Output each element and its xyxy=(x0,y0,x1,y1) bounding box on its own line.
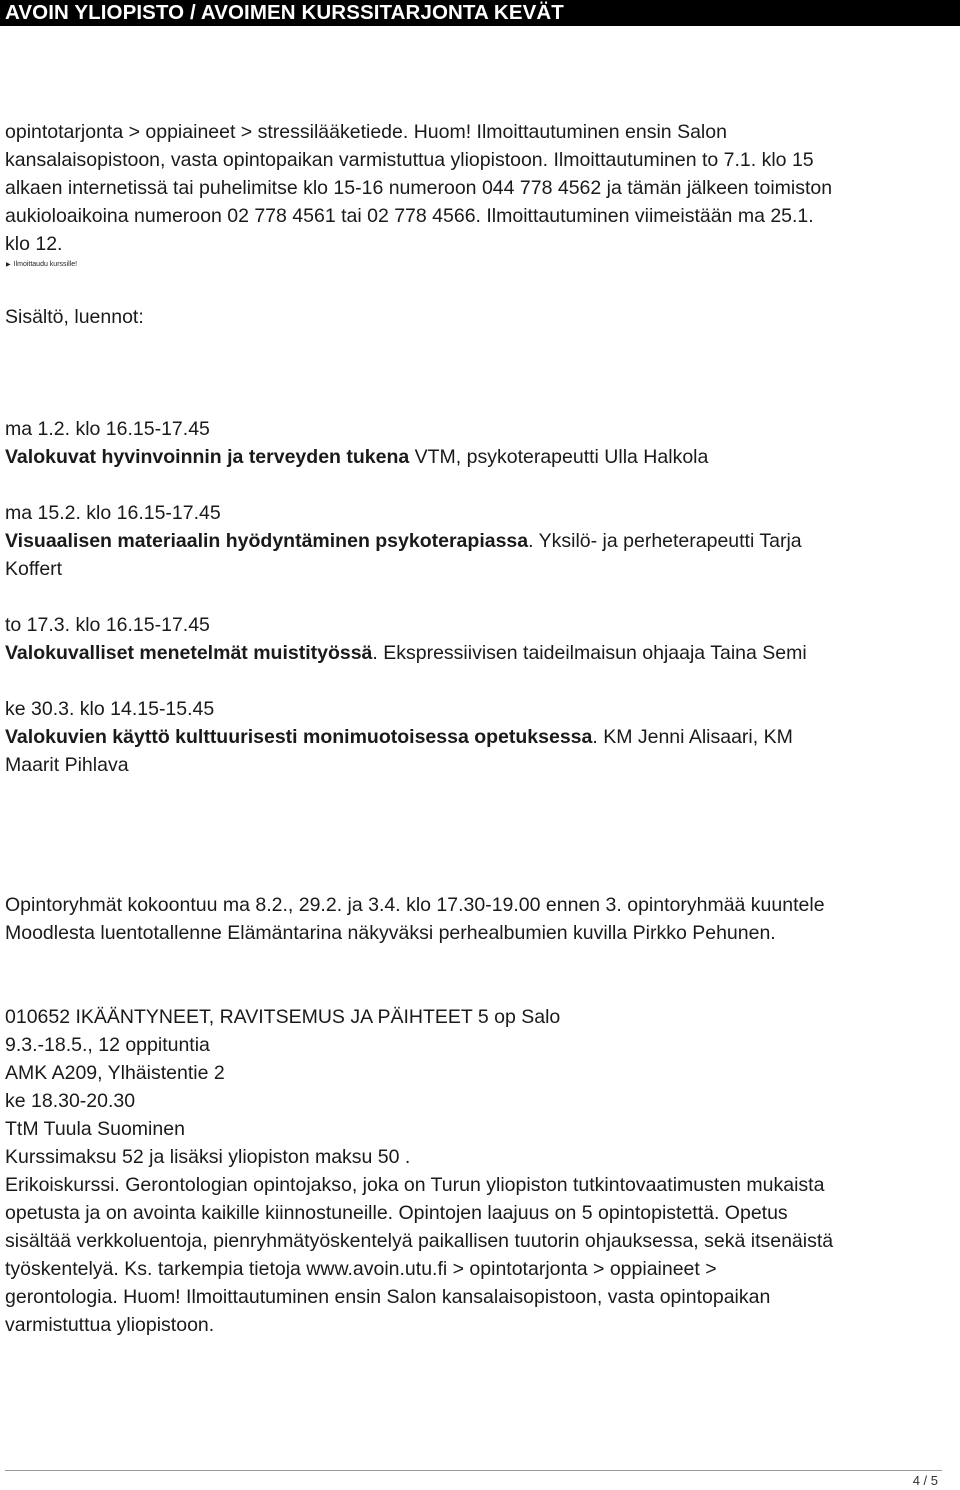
lecture-item xyxy=(5,499,950,583)
lecture-speaker-cont: Koffert xyxy=(5,558,63,580)
intro-line: aukioloaikoina numeroon 02 778 4561 tai 02 778 4566. Ilmoittautuminen viimeistään ma 25.1. xyxy=(5,205,814,227)
lecture-title: Valokuvien käyttö kulttuurisesti monimuotoisessa opetuksessa xyxy=(5,726,593,748)
course-room: AMK A209, Ylhäistentie 2 xyxy=(5,1062,225,1084)
header-bar xyxy=(0,0,960,26)
course-description: gerontologia. Huom! Ilmoittautuminen ensin Salon kansalaisopistoon, vasta opintopaikan xyxy=(5,1286,771,1308)
course-description: opetusta ja on avointa kaikille kiinnostuneille. Opintojen laajuus on 5 opintopistettä. Opetus xyxy=(5,1202,788,1224)
intro-line: klo 12. xyxy=(5,233,63,255)
course-fee: Kurssimaksu 52 ja lisäksi yliopiston maksu 50 . xyxy=(5,1146,411,1168)
document-header-title: AVOIN YLIOPISTO / AVOIMEN KURSSITARJONTA KEVÄT xyxy=(5,1,564,24)
section-heading: Sisältö, luennot: xyxy=(5,306,144,328)
register-link-label: Ilmoittaudu kurssille! xyxy=(13,261,78,268)
lecture-date: ma 15.2. klo 16.15-17.45 xyxy=(5,502,221,524)
lecture-speaker-cont: Maarit Pihlava xyxy=(5,754,129,776)
lecture-speaker: . KM Jenni Alisaari, KM xyxy=(592,726,793,748)
lecture-date: ma 1.2. klo 16.15-17.45 xyxy=(5,418,210,440)
register-link[interactable] xyxy=(6,260,950,270)
lecture-title: Valokuvat hyvinvoinnin ja terveyden tukena xyxy=(5,446,410,468)
course-dates: 9.3.-18.5., 12 oppituntia xyxy=(5,1034,210,1056)
play-triangle-icon: ▶ xyxy=(6,262,11,268)
intro-line: alkaen internetissä tai puhelimitse klo 15-16 numeroon 044 778 4562 ja tämän jälkeen toimiston xyxy=(5,177,833,199)
lecture-item xyxy=(5,415,950,471)
lecture-title: Valokuvalliset menetelmät muistityössä xyxy=(5,642,373,664)
intro-line: kansalaisopistoon, vasta opintopaikan varmistuttua yliopistoon. Ilmoittautuminen to 7.1. klo 15 xyxy=(5,149,814,171)
intro-line: opintotarjonta > oppiaineet > stressilääketiede. Huom! Ilmoittautuminen ensin Salon xyxy=(5,121,727,143)
course-description: varmistuttua yliopistoon. xyxy=(5,1314,215,1336)
group-note-line: Opintoryhmät kokoontuu ma 8.2., 29.2. ja 3.4. klo 17.30-19.00 ennen 3. opintoryhmää kuuntele xyxy=(5,894,825,916)
lecture-date: ke 30.3. klo 14.15-15.45 xyxy=(5,698,215,720)
lecture-speaker: . Yksilö- ja perheterapeutti Tarja xyxy=(528,530,802,552)
course-block xyxy=(5,1003,950,1339)
course-description: työskentelyä. Ks. tarkempia tietoja www.avoin.utu.fi > opintotarjonta > oppiaineet > xyxy=(5,1258,717,1280)
course-description: Erikoiskurssi. Gerontologian opintojakso, joka on Turun yliopiston tutkintovaatimusten mukaista xyxy=(5,1174,825,1196)
lecture-date: to 17.3. klo 16.15-17.45 xyxy=(5,614,210,636)
page-content xyxy=(5,118,950,1339)
group-note-line: Moodlesta luentotallenne Elämäntarina näkyväksi perhealbumien kuvilla Pirkko Pehunen. xyxy=(5,922,776,944)
course-title: 010652 IKÄÄNTYNEET, RAVITSEMUS JA PÄIHTEET 5 op Salo xyxy=(5,1006,561,1028)
lecture-item xyxy=(5,611,950,667)
lecture-title: Visuaalisen materiaalin hyödyntäminen psykoterapiassa xyxy=(5,530,529,552)
course-description: sisältää verkkoluentoja, pienryhmätyöskentelyä paikallisen tuutorin ohjauksessa, sekä itsenäistä xyxy=(5,1230,834,1252)
lecture-speaker: VTM, psykoterapeutti Ulla Halkola xyxy=(409,446,709,468)
lecture-speaker: . Ekspressiivisen taideilmaisun ohjaaja Taina Semi xyxy=(372,642,807,664)
group-note xyxy=(5,891,950,947)
course-time: ke 18.30-20.30 xyxy=(5,1090,136,1112)
course-teacher: TtM Tuula Suominen xyxy=(5,1118,185,1140)
page-number: 4 / 5 xyxy=(912,1473,938,1488)
footer-divider xyxy=(5,1470,942,1471)
intro-paragraph xyxy=(5,118,950,258)
lecture-item xyxy=(5,695,950,779)
